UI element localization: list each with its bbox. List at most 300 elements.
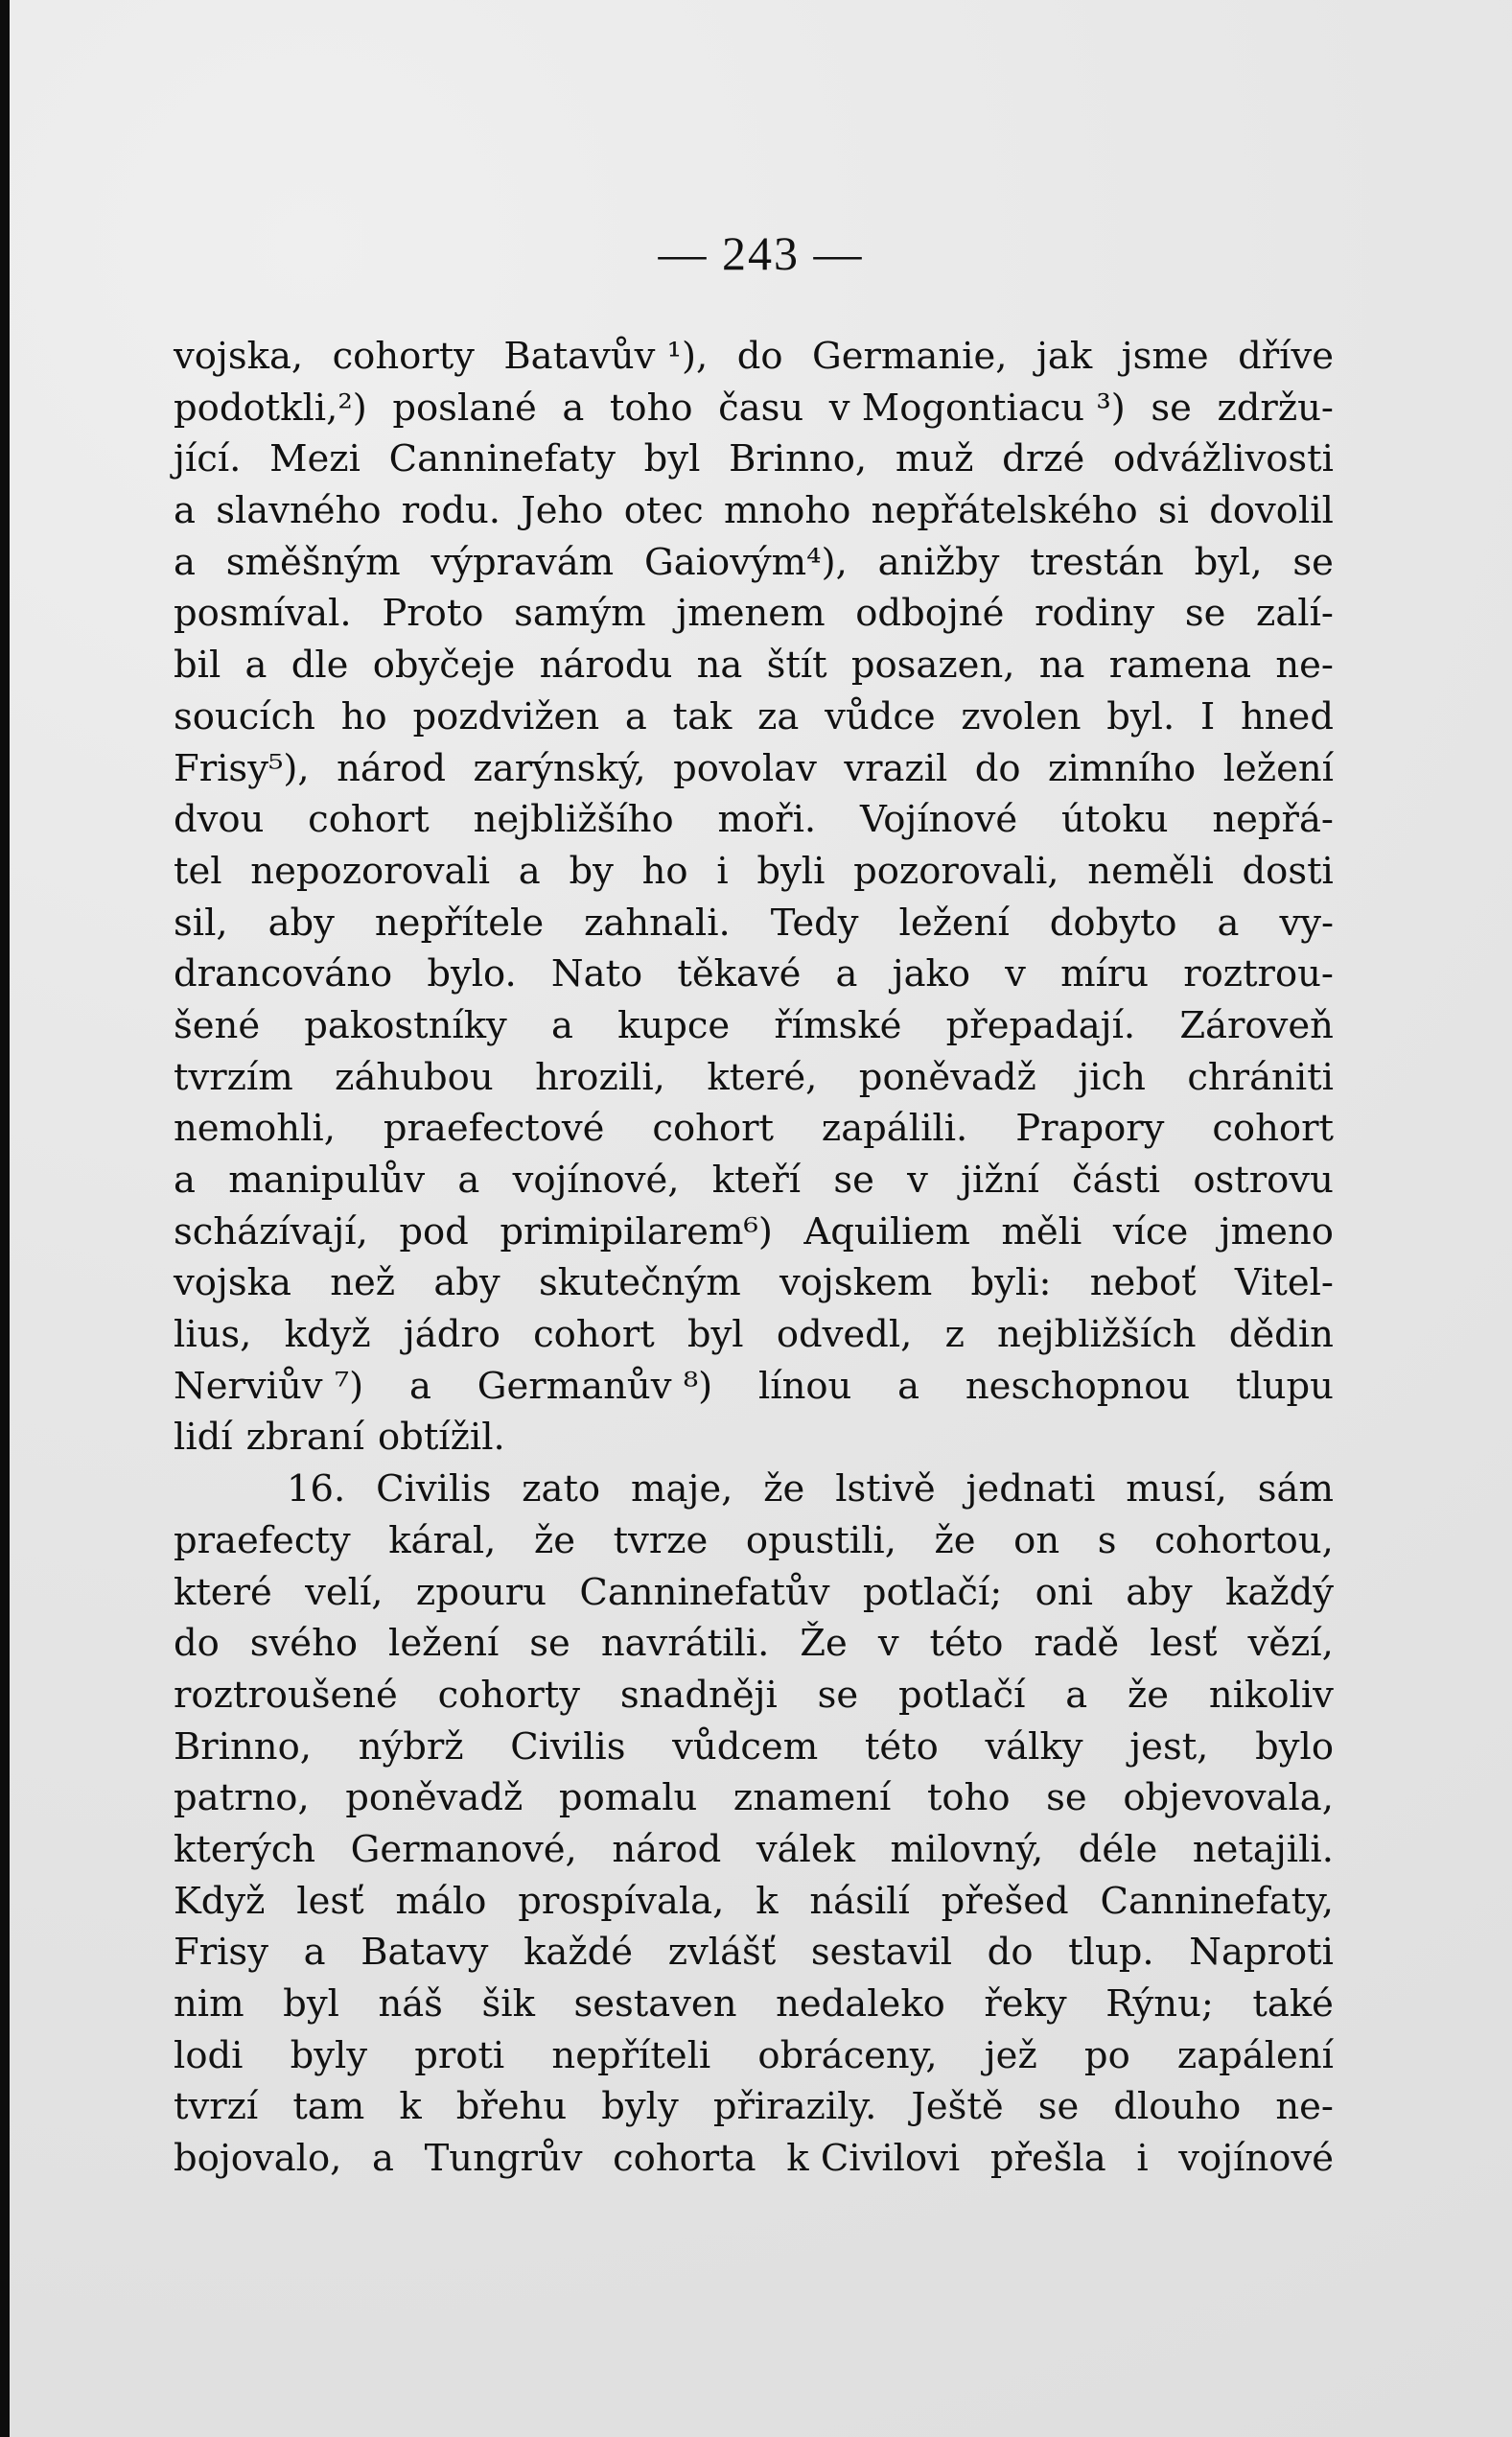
word: si	[1157, 489, 1189, 533]
text-line	[174, 485, 1334, 537]
word: byly	[601, 2085, 679, 2129]
word: Germanie,	[811, 335, 1008, 378]
word: každé	[523, 1931, 634, 1975]
word: musí,	[1126, 1467, 1227, 1511]
word: poněvadž	[345, 1776, 523, 1820]
text-line	[174, 949, 1334, 1000]
word: zapálili.	[821, 1107, 968, 1151]
word: hned	[1240, 694, 1334, 738]
word: praefecty	[174, 1518, 351, 1562]
word: řeky	[984, 1982, 1067, 2026]
word: nejbližšího	[473, 798, 674, 842]
word: a	[303, 1931, 326, 1975]
word: Frisy	[174, 1931, 268, 1975]
word: části	[1072, 1159, 1161, 1202]
word: které	[174, 1570, 272, 1614]
word: nemohli,	[174, 1107, 336, 1151]
text-line	[174, 383, 1334, 434]
word: jednati	[965, 1467, 1096, 1511]
word: byl,	[1194, 540, 1263, 584]
text-line	[174, 2133, 1334, 2185]
word: bil	[174, 644, 221, 688]
text-line	[174, 1000, 1334, 1052]
word: lstivě	[835, 1467, 936, 1511]
word: a	[372, 2137, 394, 2181]
word: svého	[249, 1622, 359, 1666]
word: neboť	[1089, 1261, 1197, 1305]
word: zbraní	[245, 1416, 364, 1460]
word: a	[897, 1364, 920, 1408]
word: poslané	[392, 386, 537, 430]
word: pakostníky	[304, 1003, 507, 1047]
word: jich	[1078, 1055, 1146, 1099]
word: se	[833, 1159, 874, 1202]
word: vojska,	[174, 335, 304, 378]
word: dříve	[1238, 335, 1334, 378]
word: chrániti	[1187, 1055, 1334, 1099]
word: bojovalo,	[174, 2137, 342, 2181]
text-line	[174, 2030, 1334, 2082]
word: Germanův ⁸)	[477, 1364, 713, 1408]
word: dlouho	[1113, 2085, 1242, 2129]
word: přepadají.	[945, 1003, 1136, 1047]
word: tlupu	[1235, 1364, 1334, 1408]
word: nýbrž	[358, 1724, 464, 1769]
word: roztroušené	[174, 1673, 398, 1717]
word: cohort	[652, 1107, 774, 1151]
word: obyčeje	[372, 644, 516, 688]
word: moři.	[717, 798, 817, 842]
word: Mezi	[269, 437, 361, 481]
word: potlačí;	[862, 1570, 1003, 1614]
word: a	[174, 540, 196, 584]
word: dobyto	[1049, 901, 1177, 945]
paragraph	[174, 331, 1334, 1464]
word: Brinno,	[174, 1724, 313, 1769]
body-text	[174, 331, 1334, 2185]
word: nepozorovali	[250, 849, 491, 893]
word: nim	[174, 1982, 244, 2026]
text-line	[174, 588, 1334, 640]
word: Frisy⁵),	[174, 746, 310, 790]
word: nejbližších	[997, 1313, 1197, 1357]
word: jící.	[174, 437, 242, 481]
word: zimního	[1048, 746, 1197, 790]
word: Gaiovým⁴),	[643, 540, 848, 584]
word: a	[835, 952, 858, 996]
word: v	[877, 1622, 899, 1666]
word: byl	[643, 437, 701, 481]
word: více	[1112, 1209, 1189, 1254]
word: Vitel-	[1234, 1261, 1334, 1305]
word: nepříteli	[551, 2033, 711, 2077]
text-line	[174, 434, 1334, 485]
word: šené	[174, 1003, 261, 1047]
word: pod	[399, 1209, 469, 1254]
word: Vojínové	[859, 798, 1018, 842]
word: jmeno	[1219, 1209, 1334, 1254]
word: a	[174, 1159, 196, 1202]
text-line	[174, 1722, 1334, 1773]
word: těkavé	[677, 952, 802, 996]
word: Naproti	[1189, 1931, 1334, 1975]
word: kterých	[174, 1827, 316, 1871]
word: zalí-	[1256, 592, 1334, 636]
word: netajili.	[1192, 1827, 1334, 1871]
word: lesť	[296, 1879, 364, 1923]
word: kupce	[617, 1003, 731, 1047]
text-line	[174, 2081, 1334, 2133]
word: ne-	[1275, 2085, 1334, 2129]
word: cohort	[1212, 1107, 1334, 1151]
word: na	[1038, 644, 1085, 688]
word: byly	[290, 2033, 368, 2077]
text-line	[174, 1979, 1334, 2030]
word: tlup.	[1068, 1931, 1154, 1975]
word: které,	[707, 1055, 818, 1099]
book-page	[10, 0, 1512, 2437]
word: nepřítele	[374, 901, 545, 945]
word: aby	[268, 901, 335, 945]
word: ne-	[1275, 644, 1334, 688]
word: samým	[514, 592, 646, 636]
word: byl.	[1106, 694, 1175, 738]
word: války	[985, 1724, 1083, 1769]
text-line	[174, 1515, 1334, 1567]
word: výpravám	[430, 540, 615, 584]
word: otec	[623, 489, 704, 533]
word: a	[457, 1159, 480, 1202]
word: se	[1151, 386, 1192, 430]
scan-left-border	[0, 0, 10, 2437]
word: cohort	[308, 798, 430, 842]
word: Aquiliem	[803, 1209, 970, 1254]
text-line	[174, 1412, 1334, 1464]
word: cohorty	[437, 1673, 580, 1717]
word: míru	[1060, 952, 1150, 996]
word: nedaleko	[776, 1982, 945, 2026]
word: se	[1292, 540, 1334, 584]
word: nepřá-	[1212, 798, 1334, 842]
word: když	[284, 1313, 371, 1357]
word: v	[1005, 952, 1026, 996]
word: do	[974, 746, 1021, 790]
word: zvlášť	[667, 1931, 777, 1975]
word: toho	[926, 1776, 1011, 1820]
text-line	[174, 1824, 1334, 1876]
word: velí,	[305, 1570, 384, 1614]
word: praefectové	[383, 1107, 605, 1151]
word: oni	[1035, 1570, 1093, 1614]
word: línou	[757, 1364, 852, 1408]
word: Batavy	[361, 1931, 489, 1975]
word: a	[244, 644, 268, 688]
word: každý	[1225, 1570, 1334, 1614]
word: nepřátelského	[871, 489, 1138, 533]
word: Batavův ¹),	[503, 335, 709, 378]
text-line	[174, 846, 1334, 898]
text-line	[174, 1464, 1334, 1515]
word: Rýnu;	[1105, 1982, 1214, 2026]
text-line	[174, 898, 1334, 949]
word: se	[1184, 592, 1226, 636]
word: ostrovu	[1193, 1159, 1334, 1202]
word: Canninefatův	[579, 1570, 830, 1614]
word: vůdcem	[672, 1724, 819, 1769]
word: s	[1097, 1518, 1117, 1562]
word: národ	[612, 1827, 722, 1871]
word: se	[529, 1622, 570, 1666]
text-line	[174, 1927, 1334, 1979]
word: primipilarem⁶)	[500, 1209, 773, 1254]
word: Proto	[382, 592, 484, 636]
word: Tedy	[770, 901, 859, 945]
word: vojínové	[1178, 2137, 1334, 2181]
word: trestán	[1030, 540, 1164, 584]
word: dvou	[174, 798, 265, 842]
word: manipulův	[228, 1159, 426, 1202]
word: dosti	[1242, 849, 1334, 893]
word: maje,	[630, 1467, 733, 1511]
word: sestavil	[810, 1931, 953, 1975]
text-line	[174, 1618, 1334, 1670]
word: anižby	[877, 540, 1000, 584]
word: sám	[1257, 1467, 1334, 1511]
word: a	[408, 1364, 431, 1408]
word: obtížil.	[378, 1416, 505, 1460]
word: pomalu	[558, 1776, 698, 1820]
word: k Civilovi	[786, 2137, 961, 2181]
text-line	[174, 794, 1334, 846]
word: soucích	[174, 694, 315, 738]
word: dovolil	[1209, 489, 1334, 533]
word: přirazily.	[712, 2085, 877, 2129]
word: sestaven	[573, 1982, 737, 2026]
word: Canninefaty	[388, 437, 616, 481]
word: se	[1046, 1776, 1087, 1820]
word: Prapory	[1015, 1107, 1165, 1151]
word: toho	[609, 386, 693, 430]
word: mnoho	[723, 489, 851, 533]
word: potlačí	[897, 1673, 1026, 1717]
text-line	[174, 1361, 1334, 1413]
word: štít	[766, 644, 827, 688]
word: a	[518, 849, 541, 893]
text-line	[174, 691, 1334, 743]
word: tak	[672, 694, 733, 738]
word: podotkli,²)	[174, 386, 367, 430]
word: do	[987, 1931, 1034, 1975]
word: k	[756, 1879, 779, 1923]
word: radě	[1034, 1622, 1120, 1666]
word: zarýnský,	[473, 746, 646, 790]
word: milovný,	[890, 1827, 1044, 1871]
word: válek	[756, 1827, 855, 1871]
word: že	[1128, 1673, 1170, 1717]
word: skutečným	[538, 1261, 741, 1305]
word: cohorta	[613, 2137, 756, 2181]
text-line	[174, 1309, 1334, 1361]
word: záhubou	[335, 1055, 494, 1099]
word: národu	[539, 644, 673, 688]
word: v	[907, 1159, 928, 1202]
word: znamení	[733, 1776, 892, 1820]
word: posazen,	[850, 644, 1015, 688]
word: ležení	[388, 1622, 500, 1666]
text-line	[174, 1257, 1334, 1309]
word: slavného	[216, 489, 382, 533]
word: že	[533, 1518, 576, 1562]
word: Canninefaty,	[1100, 1879, 1334, 1923]
word: jest,	[1129, 1724, 1209, 1769]
word: patrno,	[174, 1776, 310, 1820]
word: římské	[774, 1003, 902, 1047]
text-line	[174, 1876, 1334, 1928]
word: sil,	[174, 901, 228, 945]
word: lidí	[174, 1416, 233, 1460]
word: snadněji	[619, 1673, 778, 1717]
word: na	[696, 644, 743, 688]
word: a	[174, 489, 196, 533]
text-line	[174, 1670, 1334, 1722]
word: a	[550, 1003, 573, 1047]
word: on	[1013, 1518, 1060, 1562]
word: I	[1199, 694, 1216, 738]
word: a	[624, 694, 647, 738]
word: Když	[174, 1879, 266, 1923]
text-line	[174, 537, 1334, 589]
page-number: — 243 —	[658, 226, 864, 280]
word: této	[929, 1622, 1004, 1666]
word: ramena	[1108, 644, 1252, 688]
word: poněvadž	[858, 1055, 1036, 1099]
word: přešla	[989, 2137, 1106, 2181]
word: pozdvižen	[412, 694, 600, 738]
word: jak	[1035, 335, 1093, 378]
word: by	[569, 849, 614, 893]
text-line	[174, 743, 1334, 795]
word: nikoliv	[1208, 1673, 1334, 1717]
word: z	[944, 1313, 965, 1357]
word: 16.	[287, 1467, 346, 1511]
word: ho	[641, 849, 688, 893]
word: byl	[283, 1982, 339, 2026]
text-line	[174, 1207, 1334, 1258]
text-line	[174, 1052, 1334, 1104]
word: Ještě	[911, 2085, 1004, 2129]
word: obráceny,	[757, 2033, 938, 2077]
word: útoku	[1060, 798, 1169, 842]
word: zdržu-	[1217, 386, 1334, 430]
word: tvrzí	[174, 2085, 259, 2129]
word: vojínové,	[512, 1159, 680, 1202]
word: cohorty	[332, 335, 475, 378]
word: násilí	[809, 1879, 910, 1923]
word: Brinno,	[729, 437, 868, 481]
text-line	[174, 640, 1334, 691]
word: této	[864, 1724, 939, 1769]
word: také	[1252, 1982, 1334, 2026]
word: proti	[414, 2033, 505, 2077]
word: a	[562, 386, 585, 430]
text-line	[174, 1567, 1334, 1619]
word: národ	[337, 746, 447, 790]
word: neměli	[1087, 849, 1214, 893]
word: byli	[756, 849, 826, 893]
word: zahnali.	[584, 901, 731, 945]
word: vojska	[174, 1261, 291, 1305]
word: zapálení	[1176, 2033, 1334, 2077]
word: neschopnou	[965, 1364, 1191, 1408]
word: byli:	[970, 1261, 1052, 1305]
text-line	[174, 1155, 1334, 1207]
word: opustili,	[745, 1518, 896, 1562]
word: se	[817, 1673, 859, 1717]
paragraph	[174, 1464, 1334, 2185]
word: a	[1065, 1673, 1088, 1717]
word: odbojné	[855, 592, 1005, 636]
word: hrozili,	[535, 1055, 665, 1099]
word: cohortou,	[1154, 1518, 1334, 1562]
word: jádro	[403, 1313, 500, 1357]
word: cohort	[533, 1313, 655, 1357]
text-line	[174, 331, 1334, 383]
word: Civilis	[376, 1467, 492, 1511]
word: málo	[395, 1879, 487, 1923]
word: Tungrův	[424, 2137, 583, 2181]
word: bylo	[1255, 1724, 1334, 1769]
word: za	[757, 694, 800, 738]
word: odvedl,	[776, 1313, 913, 1357]
word: drancováno	[174, 952, 393, 996]
word: vy-	[1279, 901, 1334, 945]
word: jako	[892, 952, 971, 996]
word: lesť	[1150, 1622, 1218, 1666]
word: muž	[895, 437, 974, 481]
word: byl	[686, 1313, 744, 1357]
word: zvolen	[961, 694, 1082, 738]
word: směšným	[225, 540, 401, 584]
word: bylo.	[427, 952, 517, 996]
word: odvážlivosti	[1113, 437, 1334, 481]
word: tvrzím	[174, 1055, 293, 1099]
word: aby	[1126, 1570, 1193, 1614]
word: a	[1217, 901, 1240, 945]
word: času	[718, 386, 804, 430]
word: drzé	[1002, 437, 1085, 481]
word: tam	[292, 2085, 365, 2129]
word: prospívala,	[518, 1879, 725, 1923]
word: že	[934, 1518, 976, 1562]
word: roztrou-	[1183, 952, 1334, 996]
word: Nerviův ⁷)	[174, 1364, 364, 1408]
word: i	[1136, 2137, 1149, 2181]
word: scházívají,	[174, 1209, 368, 1254]
word: vězí,	[1247, 1622, 1334, 1666]
text-line	[174, 1772, 1334, 1824]
word: Nato	[550, 952, 643, 996]
word: než	[330, 1261, 396, 1305]
word: jmenem	[676, 592, 826, 636]
word: břehu	[455, 2085, 568, 2129]
word: navrátili.	[600, 1622, 770, 1666]
word: tvrze	[613, 1518, 709, 1562]
word: povolav	[673, 746, 817, 790]
word: že	[763, 1467, 805, 1511]
word: objevovala,	[1123, 1776, 1334, 1820]
word: kteří	[711, 1159, 802, 1202]
word: vrazil	[844, 746, 948, 790]
